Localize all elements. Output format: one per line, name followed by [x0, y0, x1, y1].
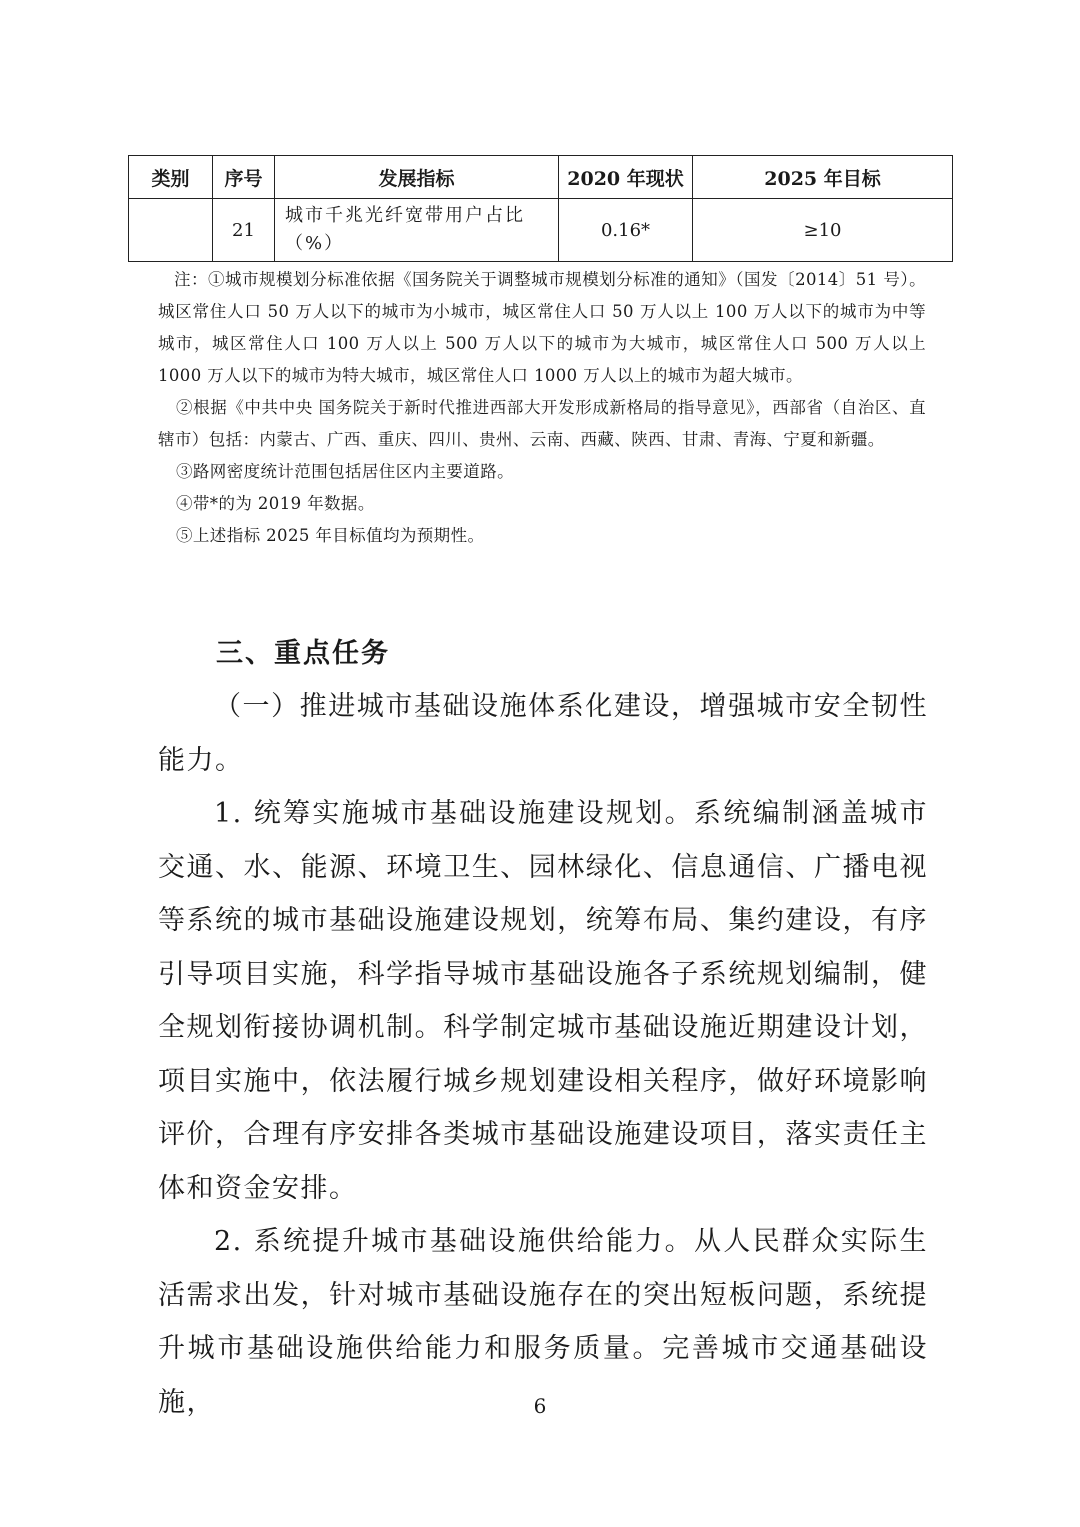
header-number: 序号	[213, 156, 275, 199]
header-indicator: 发展指标	[275, 156, 559, 199]
paragraph-1-title: 1. 统筹实施城市基础设施建设规划。	[214, 798, 695, 829]
paragraph-1	[158, 787, 928, 1215]
header-target-2025: 2025 年目标	[693, 156, 953, 199]
paragraph-2-title: 2. 系统提升城市基础设施供给能力。	[214, 1226, 695, 1257]
table-row	[129, 199, 953, 262]
cell-status-2020: 0.16*	[559, 199, 693, 262]
note-1: 注：①城市规模划分标准依据《国务院关于调整城市规模划分标准的通知》（国发〔2014〕51 号）。城区常住人口 50 万人以下的城市为小城市，城区常住人口 50 万人以上 100 万人以下的城市为中等城市，城区常住人口 100 万人以上 500 万人以下的城市为大城市，城区常住人口 500 万人以上 1000 万人以下的城市为特大城市，城区常住人口 1000 万人以上的城市为超大城市。	[158, 270, 926, 385]
note-5: ⑤上述指标 2025 年目标值均为预期性。	[176, 526, 485, 545]
note-4: ④带*的为 2019 年数据。	[176, 494, 375, 513]
table-header-row	[129, 156, 953, 199]
paragraph-1-body: 系统编制涵盖城市交通、水、能源、环境卫生、园林绿化、信息通信、广播电视等系统的城市基础设施建设规划，统筹布局、集约建设，有序引导项目实施，科学指导城市基础设施各子系统规划编制，健全规划衔接协调机制。科学制定城市基础设施近期建设计划，项目实施中，依法履行城乡规划建设相关程序，做好环境影响评价，合理有序安排各类城市基础设施建设项目，落实责任主体和资金安排。	[158, 798, 929, 1204]
header-status-2020: 2020 年现状	[559, 156, 693, 199]
cell-category	[129, 199, 213, 262]
subsection-heading: （一）推进城市基础设施体系化建设，增强城市安全韧性能力。	[158, 691, 928, 776]
cell-indicator: 城市千兆光纤宽带用户占比（%）	[275, 199, 559, 262]
cell-number: 21	[213, 199, 275, 262]
paragraph-2-body: 从人民群众实际生活需求出发，针对城市基础设施存在的突出短板问题，系统提升城市基础设施供给能力和服务质量。完善城市交通基础设施，	[158, 1226, 929, 1418]
section-heading: 三、重点任务	[216, 638, 390, 669]
note-3: ③路网密度统计范围包括居住区内主要道路。	[176, 462, 514, 481]
indicator-table	[128, 155, 953, 262]
page-number: 6	[533, 1394, 547, 1418]
header-category: 类别	[129, 156, 213, 199]
table-notes	[158, 264, 926, 552]
body-content	[158, 680, 928, 1429]
note-2: ②根据《中共中央 国务院关于新时代推进西部大开发形成新格局的指导意见》，西部省（自治区、直辖市）包括：内蒙古、广西、重庆、四川、贵州、云南、西藏、陕西、甘肃、青海、宁夏和新疆。	[158, 398, 926, 449]
cell-target-2025: ≥10	[693, 199, 953, 262]
